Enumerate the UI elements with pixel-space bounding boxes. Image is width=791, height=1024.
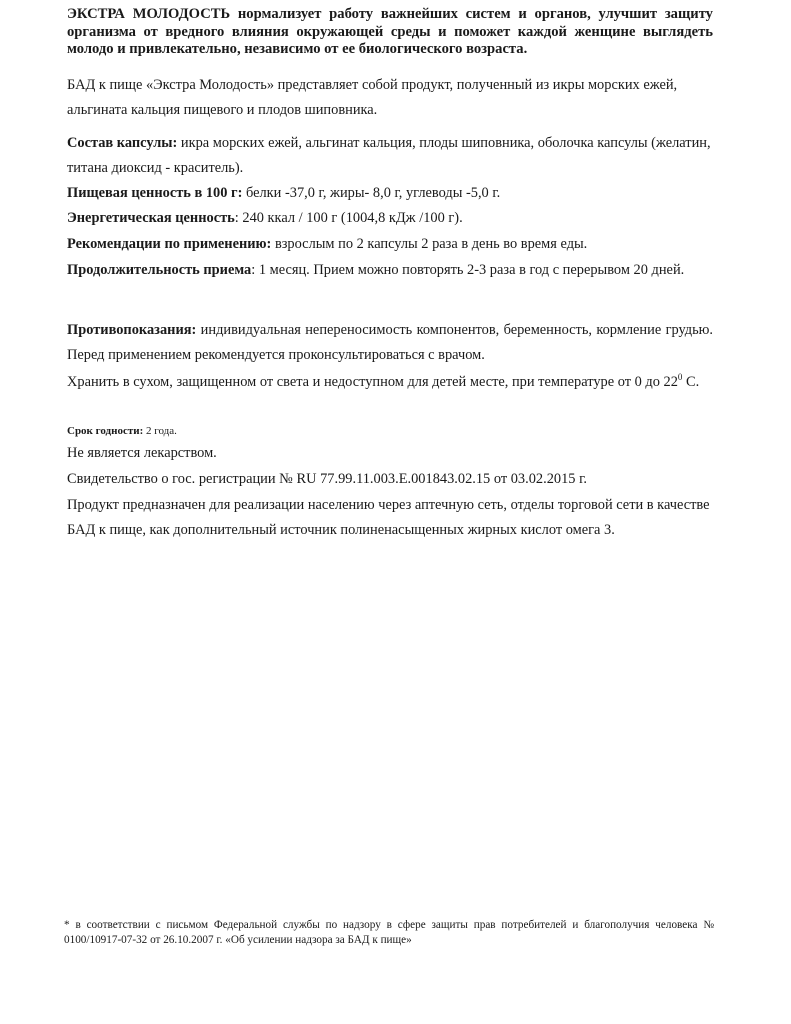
recommendations-text: взрослым по 2 капсулы 2 раза в день во время еды. bbox=[271, 236, 588, 252]
contraindications-paragraph bbox=[67, 318, 713, 368]
duration-paragraph bbox=[67, 258, 713, 283]
not-medicine-line: Не является лекарством. bbox=[67, 445, 217, 461]
shelf-life-line bbox=[67, 424, 177, 438]
nutrition-paragraph bbox=[67, 181, 713, 206]
storage-paragraph bbox=[67, 370, 713, 395]
description-paragraph: БАД к пище «Экстра Молодость» представляет собой продукт, полученный из икры морских ежей, альгината кальция пищевого и плодов шиповника. bbox=[67, 77, 678, 118]
contraindications-text: индивидуальная непереносимость компонентов, беременность, кормление грудью. Перед применением рекомендуется проконсультироваться с врачом. bbox=[67, 322, 713, 363]
recommendations-paragraph bbox=[67, 232, 713, 257]
composition-text: икра морских ежей, альгинат кальция, плоды шиповника, оболочка капсулы (желатин, титана диоксид - краситель). bbox=[67, 135, 711, 176]
energy-paragraph bbox=[67, 206, 713, 231]
intro-paragraph bbox=[67, 6, 713, 59]
nutrition-label: Пищевая ценность в 100 г: bbox=[67, 185, 243, 201]
degree-superscript: 0 bbox=[677, 372, 683, 382]
intro-text: нормализует работу важнейших систем и органов, улучшит защиту организма от вредного влияния окружающей среды и поможет каждой женщине выглядеть молодо и привлекательно, независимо от ее биологического возраста. bbox=[67, 6, 713, 57]
storage-text: Хранить в сухом, защищенном от света и недоступном для детей месте, при температуре от 0 до 22 bbox=[67, 374, 678, 390]
brand-name: ЭКСТРА МОЛОДОСТЬ bbox=[67, 6, 231, 22]
footnote: * в соответствии с письмом Федеральной службы по надзору в сфере защиты прав потребителей и благополучия человека № 0100/10917-07-32 от 26.10.2007 г. «Об усилении надзора за БАД к пище» bbox=[64, 919, 714, 946]
shelf-life-text: 2 года. bbox=[143, 425, 177, 437]
composition-label: Состав капсулы: bbox=[67, 135, 178, 151]
storage-unit: С. bbox=[682, 374, 700, 390]
energy-text: : 240 ккал / 100 г (1004,8 кДж /100 г). bbox=[234, 210, 463, 226]
duration-text: : 1 месяц. Прием можно повторять 2-3 раза в год с перерывом 20 дней. bbox=[251, 262, 685, 278]
duration-label: Продолжительность приема bbox=[67, 262, 252, 278]
composition-paragraph bbox=[67, 131, 713, 181]
distribution-paragraph: Продукт предназначен для реализации населению через аптечную сеть, отделы торговой сети в качестве БАД к пище, как дополнительный источник полиненасыщенных жирных кислот омега 3. bbox=[67, 497, 710, 538]
certificate-line: Свидетельство о гос. регистрации № RU 77.99.11.003.Е.001843.02.15 от 03.02.2015 г. bbox=[67, 471, 587, 487]
nutrition-text: белки -37,0 г, жиры- 8,0 г, углеводы -5,0 г. bbox=[242, 185, 501, 201]
energy-label: Энергетическая ценность bbox=[67, 210, 235, 226]
recommendations-label: Рекомендации по применению: bbox=[67, 236, 272, 252]
contraindications-label: Противопоказания: bbox=[67, 322, 197, 338]
shelf-life-label: Срок годности: bbox=[67, 425, 144, 437]
